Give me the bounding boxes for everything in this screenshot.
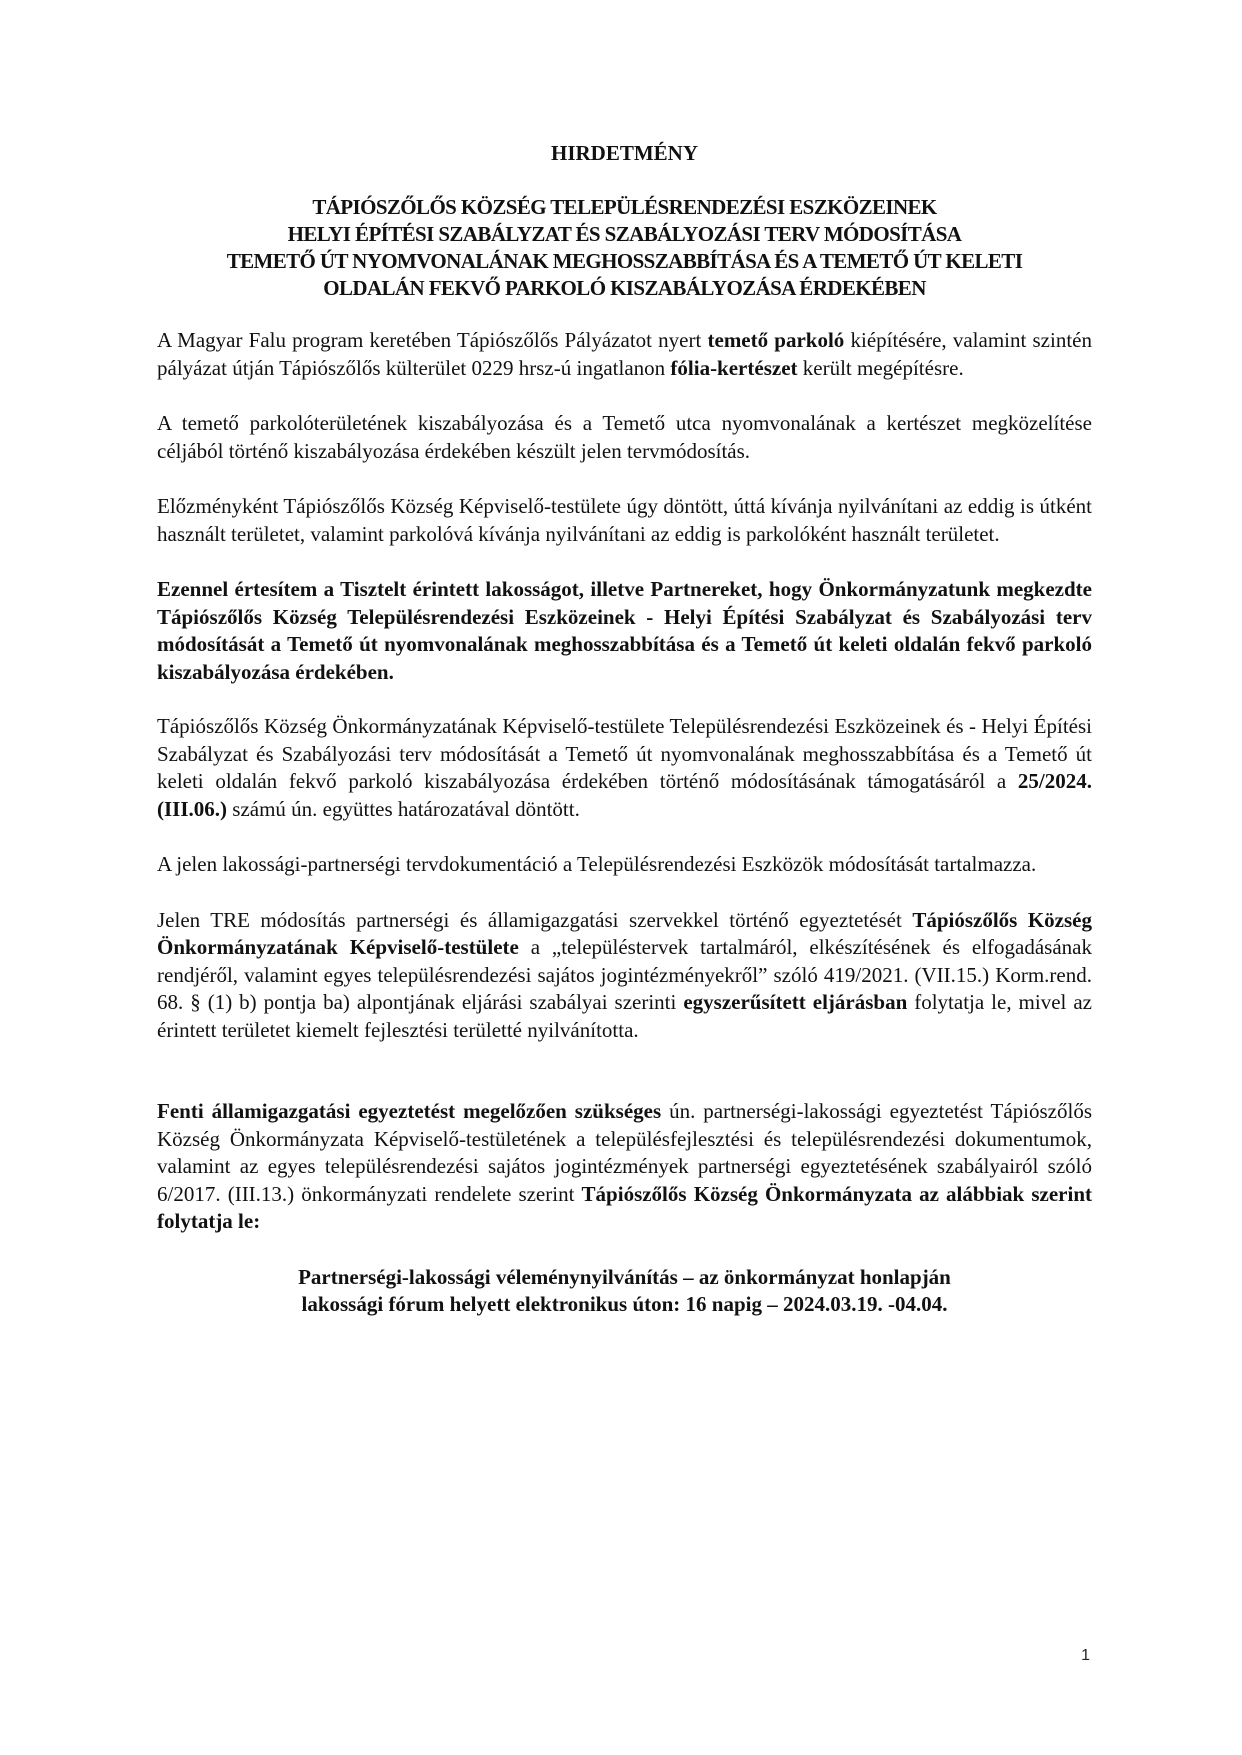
paragraph-consultation [157, 1098, 1092, 1236]
bold-phrase: 25/2024.(III.06.) [157, 769, 1092, 821]
bold-phrase: temető parkoló [707, 328, 845, 352]
subtitle-line: OLDALÁN FEKVŐ PARKOLÓ KISZABÁLYOZÁSA ÉRDEKÉBEN [323, 276, 926, 300]
closing-line: lakossági fórum helyett elektronikus úton: 16 napig – 2024.03.19. -04.04. [301, 1292, 948, 1316]
subtitle-line: TEMETŐ ÚT NYOMVONALÁNAK MEGHOSSZABBÍTÁSA ÉS A TEMETŐ ÚT KELETI [226, 249, 1023, 273]
paragraph-text: számú ún. együttes határozatával döntött. [227, 796, 580, 821]
bold-phrase: Tápiószőlős Község Önkormányzatának Képviselő-testülete [157, 907, 1092, 959]
document-page [157, 140, 1092, 1319]
paragraph-notice: Ezennel értesítem a Tisztelt érintett lakosságot, illetve Partnereket, hogy Önkormányzatunk megkezdte Tápiószőlős Község Településrendezési Eszközeinek - Helyi Építési Szabályzat és Szabályozási terv módosítását a Temető út nyomvonalának meghosszabbítása és a Temető út keleti oldalán fekvő parkoló kiszabályozása érdekében. [157, 577, 1092, 684]
paragraph-background: Előzményként Tápiószőlős Község Képviselő-testülete úgy döntött, úttá kívánja nyilvánítani az eddig is útként használt területet, valamint parkolóvá kívánja nyilvánítani az eddig is parkolóként használt területet. [157, 494, 1092, 546]
paragraph-intro [157, 327, 1092, 382]
paragraph-text: ún. partnerségi-lakossági egyeztetést Tápiószőlős Község Önkormányzata Képviselő-testületének a településfejlesztési és településrendezési dokumentumok, valamint az egyes településrendezési sajátos jogintézmények partnerségi egyeztetésének szabályairól szóló 6/2017. (III.13.) önkormányzati rendelete szerint [157, 1099, 1092, 1206]
bold-phrase: Fenti államigazgatási egyeztetést megelőzően szükséges [157, 1099, 662, 1123]
subtitle-line: HELYI ÉPÍTÉSI SZABÁLYZAT ÉS SZABÁLYOZÁSI TERV MÓDOSÍTÁSA [287, 222, 962, 246]
closing-line: Partnerségi-lakossági véleménynyilvánítás – az önkormányzat honlapján [298, 1264, 951, 1289]
subtitle-line: TÁPIÓSZŐLŐS KÖZSÉG TELEPÜLÉSRENDEZÉSI ESZKÖZEINEK [312, 195, 937, 219]
paragraph-purpose: A temető parkolóterületének kiszabályozása és a Temető utca nyomvonalának a kertészet megközelítése céljából történő kiszabályozása érdekében készült jelen tervmódosítás. [157, 411, 1092, 463]
paragraph-text: került megépítésre. [797, 355, 964, 380]
paragraph-text: kiépítésére, valamint szintén pályázat útján Tápiószőlős külterület 0229 hrsz-ú ingatlanon [157, 328, 1092, 380]
paragraph-text: A Magyar Falu program keretében Tápiószőlős Pályázatot nyert [157, 328, 708, 352]
document-subtitle [157, 194, 1092, 302]
paragraph-text: folytatja le, mivel az érintett területet kiemelt fejlesztési területté nyilvánította. [157, 990, 1092, 1042]
closing-statement [157, 1264, 1092, 1319]
bold-phrase: fólia-kertészet [670, 355, 798, 380]
document-title: HIRDETMÉNY [550, 141, 698, 165]
paragraph-decision [157, 713, 1092, 823]
paragraph-text: Jelen TRE módosítás partnerségi és államigazgatási szervekkel történő egyeztetését [157, 907, 913, 932]
paragraph-text: Tápiószőlős Község Önkormányzatának Képviselő-testülete Településrendezési Eszközeinek és - Helyi Építési Szabályzat és Szabályozási terv módosítását a Temető út nyomvonalának meghosszabbítása és a Temető út keleti oldalán fekvő parkoló kiszabályozása érdekében történő módosításának támogatásáról a [157, 714, 1092, 793]
paragraph-text: a „településtervek tartalmáról, elkészítésének és elfogadásának rendjéről, valamint egyes településrendezési sajátos jogintézményekről” szóló 419/2021. (VII.15.) Korm.rend. 68. § (1) b) pontja ba) alpontjának eljárási szabályai szerinti [157, 935, 1092, 1014]
page-number: 1 [1081, 1647, 1090, 1664]
paragraph-documentation: A jelen lakossági-partnerségi tervdokumentáció a Településrendezési Eszközök módosítását tartalmazza. [157, 852, 1037, 876]
bold-phrase: Tápiószőlős Község Önkormányzata az alábbiak szerint folytatja le: [157, 1181, 1092, 1233]
paragraph-procedure [157, 907, 1092, 1045]
bold-phrase: egyszerűsített eljárásban [683, 990, 908, 1014]
